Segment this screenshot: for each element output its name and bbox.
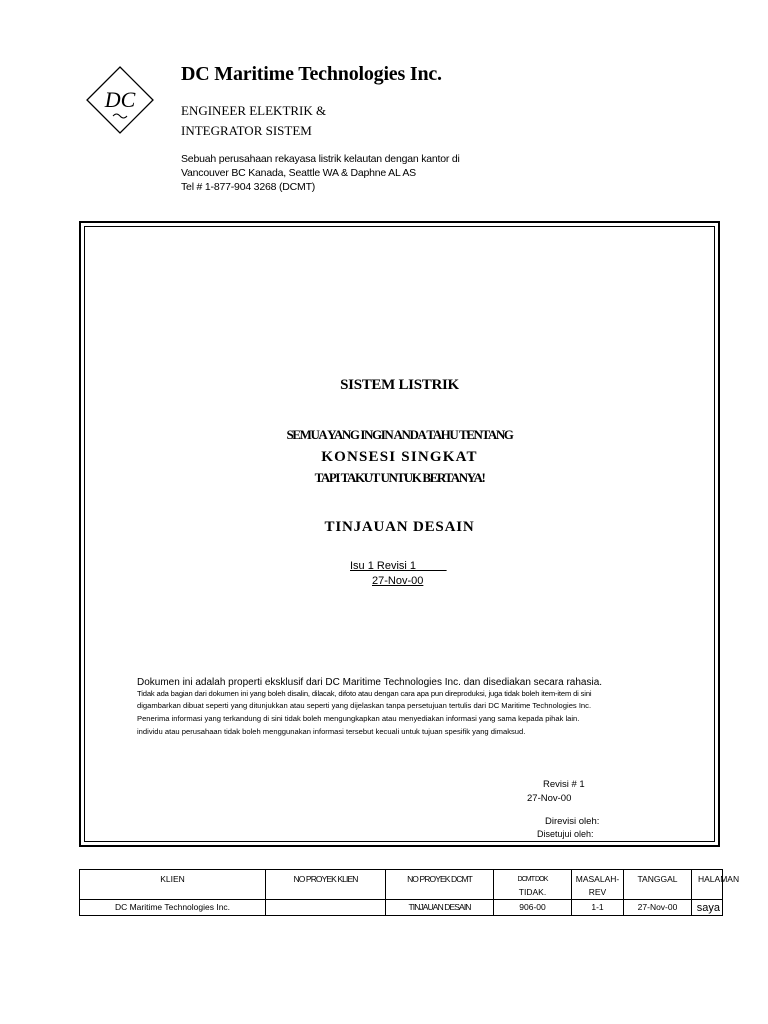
header-doc-no: [494, 870, 572, 900]
header-client-project-no: NO PROYEK KLIEN: [266, 870, 386, 900]
approved-by-label: Disetujui oleh:: [537, 829, 594, 839]
logo-monogram: DC: [104, 87, 136, 112]
company-logo: [86, 66, 154, 134]
cell-client-project-no: [266, 900, 386, 916]
subtitle-line-2: KONSESI SINGKAT: [321, 449, 478, 465]
review-title: TINJAUAN DESAIN: [324, 519, 475, 535]
cell-page: saya: [692, 900, 723, 916]
header-issue-rev-line-1: MASALAH-: [575, 874, 620, 884]
company-tagline: [181, 101, 326, 141]
revision-number: Revisi # 1: [543, 779, 585, 790]
document-title: SISTEM LISTRIK: [340, 377, 459, 393]
subtitle-line-3: TAPI TAKUT UNTUK BERTANYA!: [314, 470, 485, 485]
confidential-notice-1: Dokumen ini adalah properti eksklusif dari DC Maritime Technologies Inc. dan disediakan secara rahasia.: [137, 677, 603, 688]
cell-dcmt-project-no: TINJAUAN DESAIN: [386, 900, 494, 916]
cell-date: 27-Nov-00: [624, 900, 692, 916]
header-doc-no-line-2: TIDAK.: [518, 887, 547, 897]
subtitle-line-1: SEMUA YANG INGIN ANDA TAHU TENTANG: [286, 427, 513, 442]
confidential-notice-5: individu atau perusahaan tidak boleh menggunakan informasi tersebut kecuali untuk tujuan spesifik yang dimaksud.: [137, 727, 526, 736]
issue-date: 27-Nov-00: [372, 575, 424, 587]
document-info-table: [79, 869, 740, 916]
header-dcmt-project-no: NO PROYEK DCMT: [386, 870, 494, 900]
tagline-line-1: ENGINEER ELEKTRIK &: [181, 103, 327, 118]
table-header-row: [80, 870, 723, 900]
cell-issue-rev: 1-1: [572, 900, 624, 916]
header-doc-no-line-1: DCMT DOK: [517, 876, 548, 883]
cell-client: DC Maritime Technologies Inc.: [80, 900, 266, 916]
revision-date: 27-Nov-00: [527, 793, 572, 804]
header-issue-rev-line-2: REV: [588, 887, 607, 897]
address-line-2: Vancouver BC Kanada, Seattle WA & Daphne AL AS: [181, 167, 416, 179]
header-page: HALAMAN: [692, 870, 723, 900]
header-date: TANGGAL: [624, 870, 692, 900]
confidential-notice-2: Tidak ada bagian dari dokumen ini yang boleh disalin, dilacak, difoto atau dengan cara apa pun direproduksi, juga tidak boleh item-item di sini: [137, 689, 592, 698]
company-name: DC Maritime Technologies Inc.: [181, 63, 442, 85]
table-row: [80, 900, 723, 916]
address-line-3: Tel # 1-877-904 3268 (DCMT): [181, 181, 316, 193]
tagline-line-2: INTEGRATOR SISTEM: [181, 123, 312, 138]
confidential-notice-4: Penerima informasi yang terkandung di sini tidak boleh mengungkapkan atau menyediakan informasi yang sama kepada pihak lain.: [137, 714, 580, 723]
header-issue-rev: [572, 870, 624, 900]
header-client: KLIEN: [80, 870, 266, 900]
company-address: [181, 152, 460, 194]
address-line-1: Sebuah perusahaan rekayasa listrik kelautan dengan kantor di: [181, 153, 460, 165]
cell-doc-no: 906-00: [494, 900, 572, 916]
issue-revision-text: Isu 1 Revisi 1: [350, 560, 417, 572]
revised-by-label: Direvisi oleh:: [545, 816, 600, 827]
confidential-notice-3: digambarkan dibuat seperti yang ditunjukkan atau seperti yang dijelaskan tanpa persetujuan tertulis dari DC Maritime Technologies Inc.: [137, 701, 592, 710]
issue-revision: [350, 560, 447, 572]
